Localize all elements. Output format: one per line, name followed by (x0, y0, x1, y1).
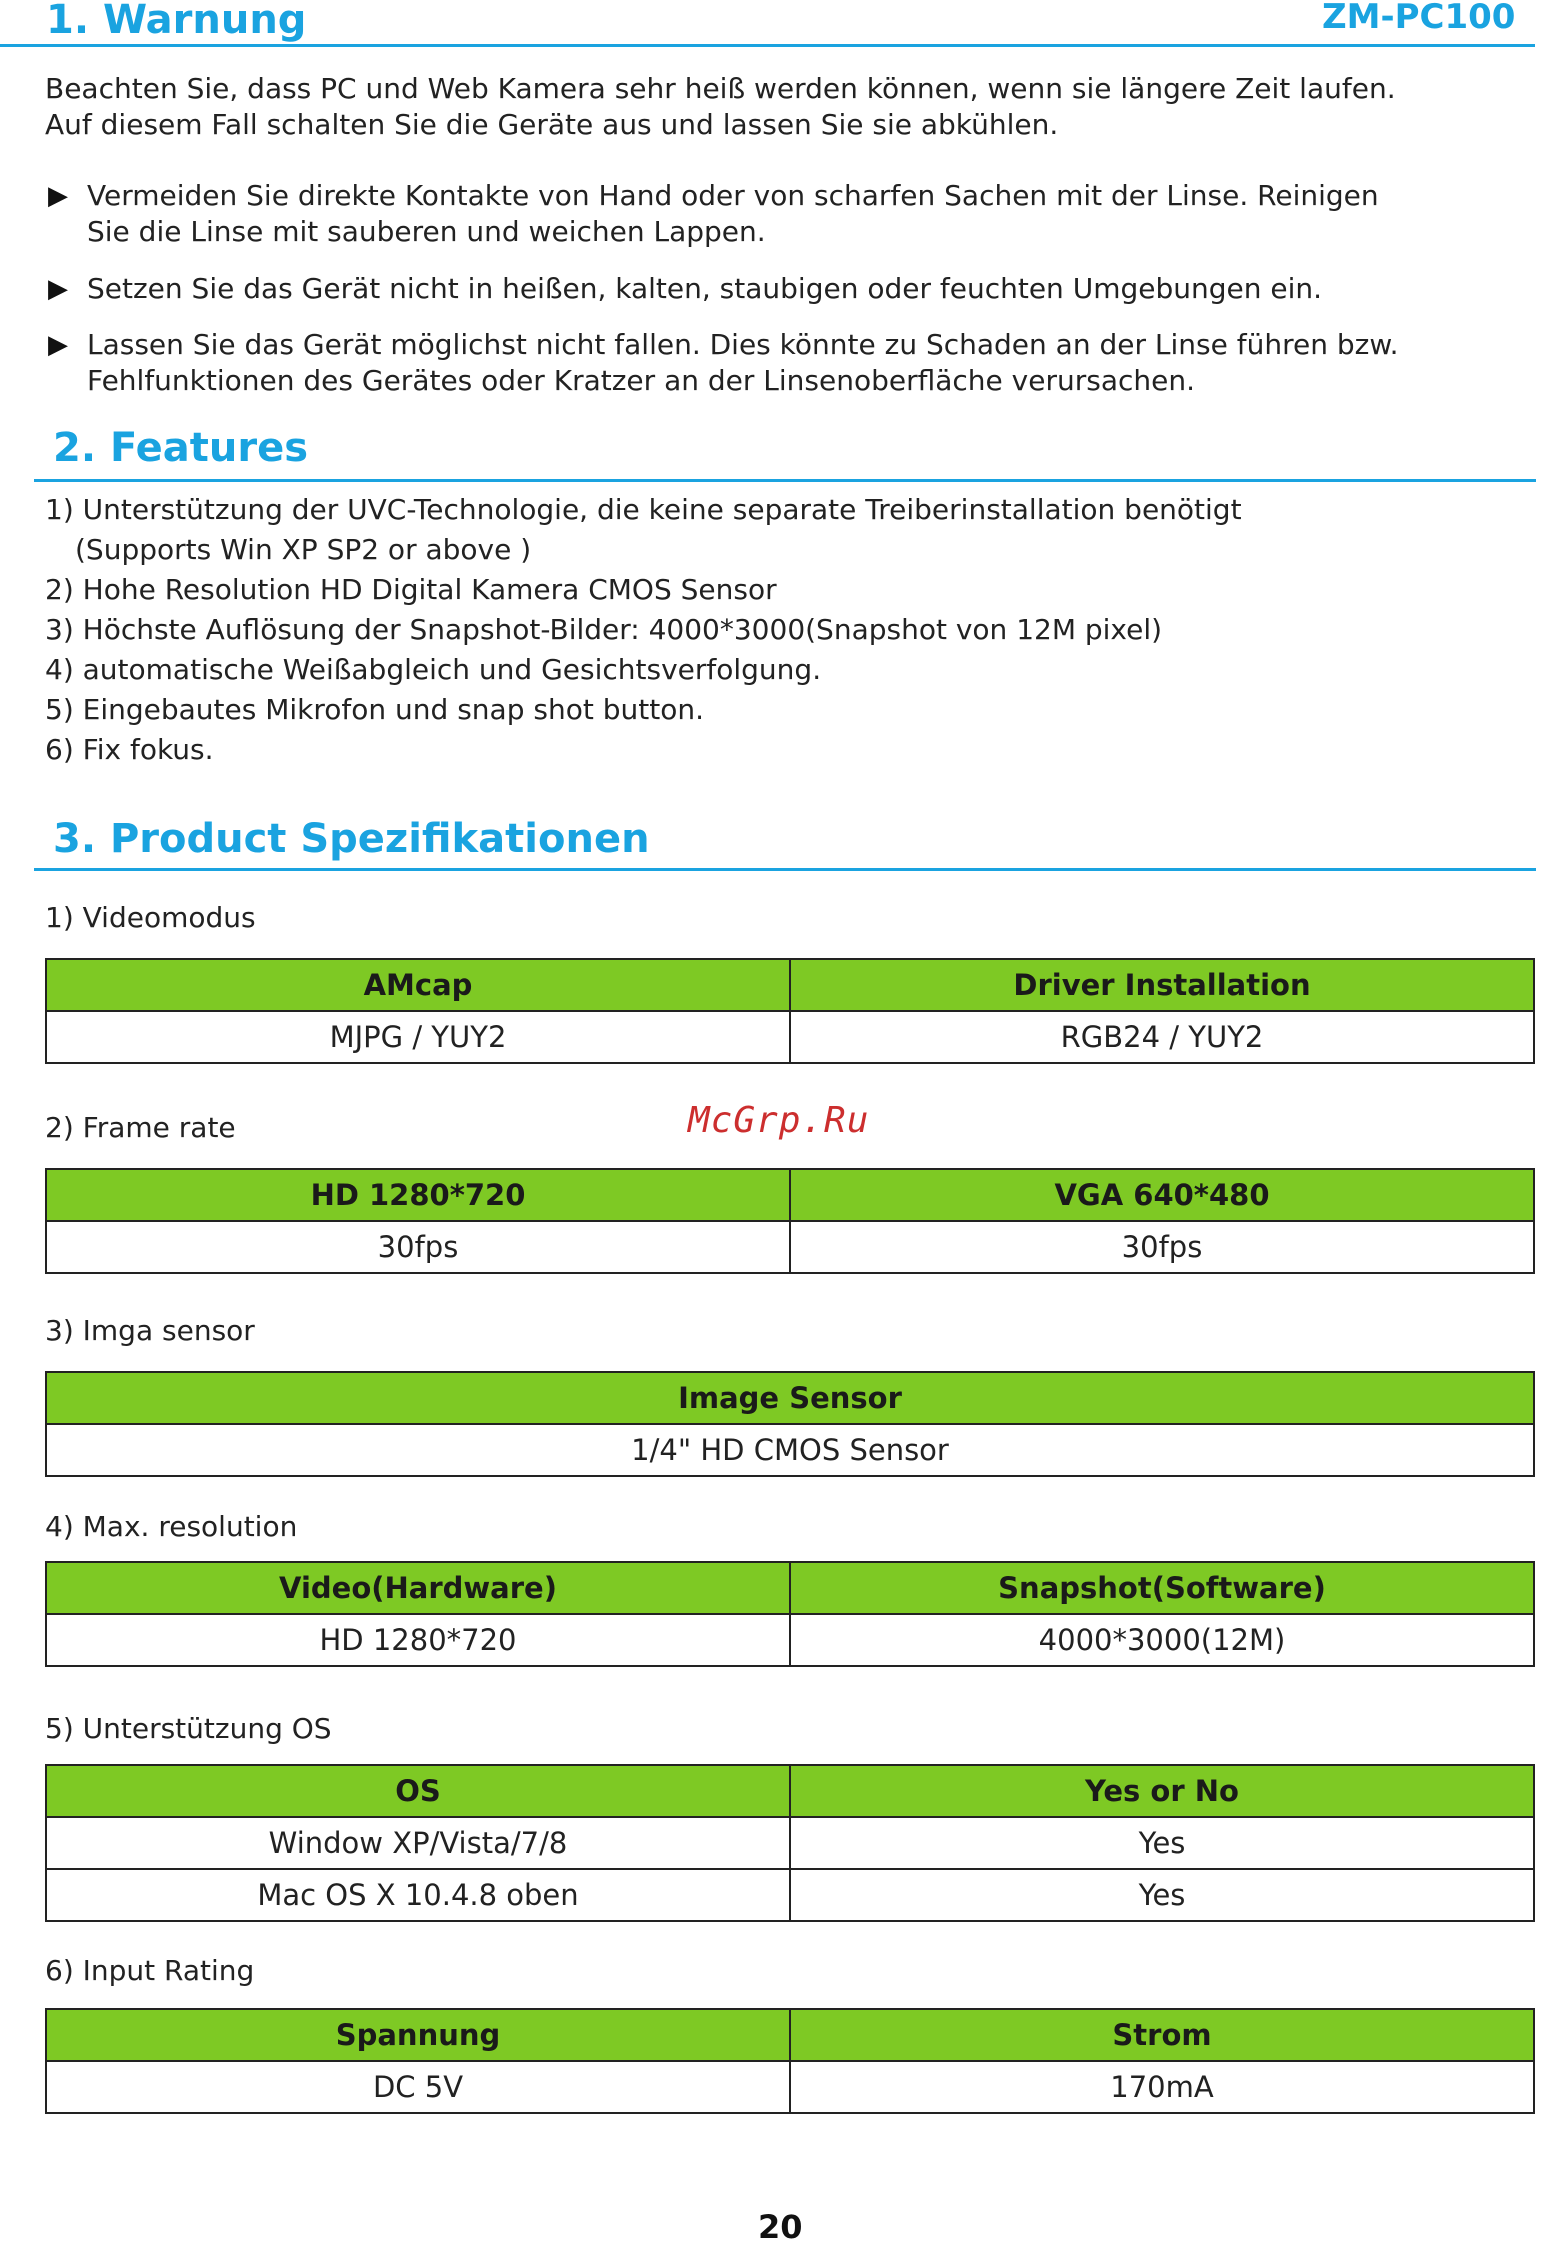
table-cell: HD 1280*720 (46, 1614, 790, 1666)
triangle-bullet-icon: ▶ (48, 274, 68, 304)
table-cell: Yes (790, 1817, 1534, 1869)
image-sensor-label: 3) Imga sensor (45, 1314, 255, 1347)
warning-intro-line-1: Beachten Sie, dass PC und Web Kamera sehr heiß werden können, wenn sie längere Zeit laufen. (45, 72, 1396, 105)
max-resolution-label: 4) Max. resolution (45, 1510, 298, 1543)
table-row (46, 2061, 1534, 2113)
triangle-bullet-icon: ▶ (48, 181, 68, 211)
warning-section-title: 1. Warnung (46, 0, 307, 43)
warning-bullet-2-line-1: Setzen Sie das Gerät nicht in heißen, kalten, staubigen oder feuchten Umgebungen ein. (87, 272, 1323, 305)
table-row (46, 1424, 1534, 1476)
warning-bullet-3 (48, 327, 1528, 399)
table-header-cell: VGA 640*480 (790, 1169, 1534, 1221)
warning-bullet-1 (48, 178, 1528, 250)
table-header-cell: HD 1280*720 (46, 1169, 790, 1221)
features-rule (34, 479, 1536, 482)
frame-rate-table (45, 1168, 1535, 1274)
table-row (46, 1011, 1534, 1063)
table-header-row (46, 959, 1534, 1011)
table-header-row (46, 1562, 1534, 1614)
warning-bullet-3-line-1: Lassen Sie das Gerät möglichst nicht fallen. Dies könnte zu Schaden an der Linse führen bzw. (87, 328, 1399, 361)
table-header-cell: Yes or No (790, 1765, 1534, 1817)
table-cell: 30fps (46, 1221, 790, 1273)
feature-item-5: 5) Eingebautes Mikrofon und snap shot button. (45, 693, 704, 726)
warning-bullet-3-line-2: Fehlfunktionen des Gerätes oder Kratzer an der Linsenoberfläche verursachen. (87, 364, 1195, 397)
table-header-cell: Image Sensor (46, 1372, 1534, 1424)
table-cell: 1/4" HD CMOS Sensor (46, 1424, 1534, 1476)
table-header-row (46, 2009, 1534, 2061)
table-row (46, 1817, 1534, 1869)
table-cell: Mac OS X 10.4.8 oben (46, 1869, 790, 1921)
video-mode-table (45, 958, 1535, 1064)
video-mode-label: 1) Videomodus (45, 901, 256, 934)
table-cell: 170mA (790, 2061, 1534, 2113)
image-sensor-table (45, 1371, 1535, 1477)
table-header-cell: OS (46, 1765, 790, 1817)
table-header-cell: AMcap (46, 959, 790, 1011)
table-cell: RGB24 / YUY2 (790, 1011, 1534, 1063)
page-number: 20 (758, 2208, 803, 2246)
os-support-label: 5) Unterstützung OS (45, 1712, 332, 1745)
table-header-row (46, 1169, 1534, 1221)
model-number: ZM-PC100 (1322, 0, 1516, 37)
features-section-title: 2. Features (53, 425, 309, 471)
warning-intro-line-2: Auf diesem Fall schalten Sie die Geräte aus und lassen Sie sie abkühlen. (45, 108, 1059, 141)
feature-item-2: 2) Hohe Resolution HD Digital Kamera CMOS Sensor (45, 573, 777, 606)
table-row (46, 1869, 1534, 1921)
triangle-bullet-icon: ▶ (48, 330, 68, 360)
warning-bullet-1-line-2: Sie die Linse mit sauberen und weichen Lappen. (87, 215, 766, 248)
warning-bullet-2 (48, 271, 1528, 307)
table-header-cell: Spannung (46, 2009, 790, 2061)
table-cell: Window XP/Vista/7/8 (46, 1817, 790, 1869)
table-cell: 30fps (790, 1221, 1534, 1273)
table-cell: DC 5V (46, 2061, 790, 2113)
feature-item-6: 6) Fix fokus. (45, 733, 214, 766)
os-support-table (45, 1764, 1535, 1922)
feature-item-3: 3) Höchste Auflösung der Snapshot-Bilder: 4000*3000(Snapshot von 12M pixel) (45, 613, 1163, 646)
input-rating-table (45, 2008, 1535, 2114)
feature-item-4: 4) automatische Weißabgleich und Gesichtsverfolgung. (45, 653, 822, 686)
max-resolution-table (45, 1561, 1535, 1667)
watermark-text: McGrp.Ru (688, 1100, 870, 1141)
table-cell: Yes (790, 1869, 1534, 1921)
table-header-row (46, 1765, 1534, 1817)
table-row (46, 1614, 1534, 1666)
header-rule (0, 44, 1535, 47)
specs-section-title: 3. Product Spezifikationen (53, 816, 650, 862)
table-header-cell: Strom (790, 2009, 1534, 2061)
frame-rate-label: 2) Frame rate (45, 1111, 236, 1144)
table-cell: 4000*3000(12M) (790, 1614, 1534, 1666)
specs-rule (34, 868, 1536, 871)
input-rating-label: 6) Input Rating (45, 1954, 255, 1987)
table-cell: MJPG / YUY2 (46, 1011, 790, 1063)
table-header-cell: Video(Hardware) (46, 1562, 790, 1614)
feature-item-1-note: (Supports Win XP SP2 or above ) (75, 533, 532, 566)
feature-item-1: 1) Unterstützung der UVC-Technologie, die keine separate Treiberinstallation benötigt (45, 493, 1242, 526)
table-header-row (46, 1372, 1534, 1424)
table-header-cell: Snapshot(Software) (790, 1562, 1534, 1614)
table-header-cell: Driver Installation (790, 959, 1534, 1011)
table-row (46, 1221, 1534, 1273)
warning-bullet-1-line-1: Vermeiden Sie direkte Kontakte von Hand oder von scharfen Sachen mit der Linse. Reinigen (87, 179, 1379, 212)
